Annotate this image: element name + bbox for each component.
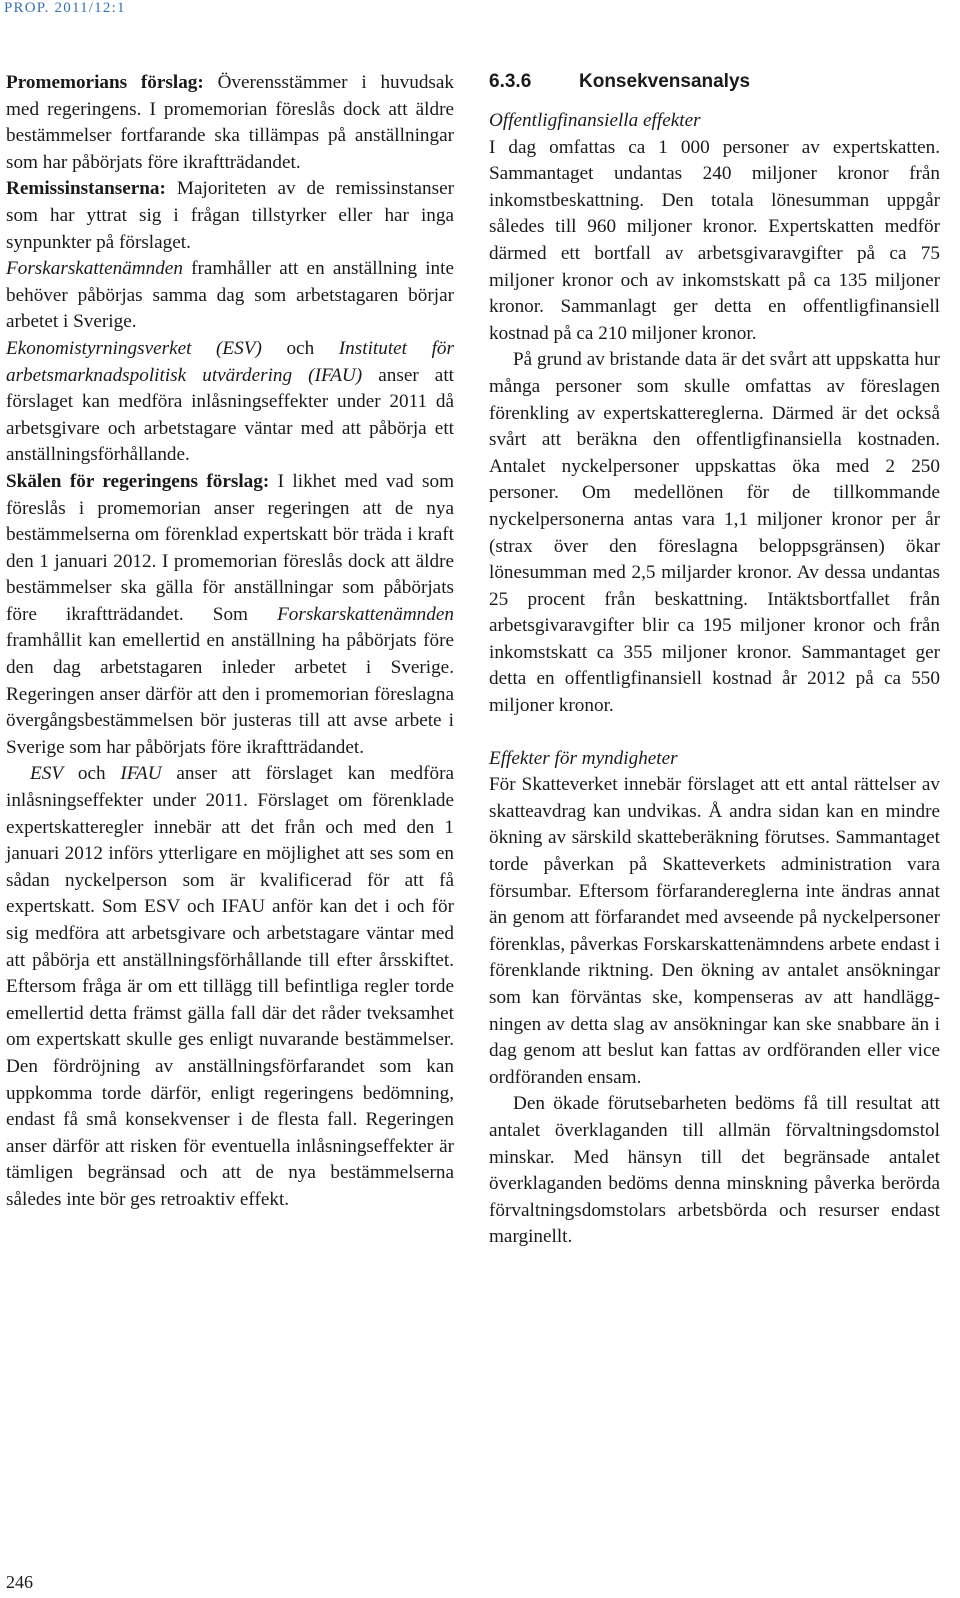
memo-proposal-paragraph [6,70,454,176]
document-reference-header: PROP. 2011/12:1 [4,0,126,16]
lock-in-effects-text: anser att förslaget kan medföra inlåsningseffekter under 2011. Förslaget om förenklade expertskatteregler innebär att det från och med den 1 januari 2012 införs ytterligare en möjlighet att ses som en sådan nyckelperson som är kvalificerad för att få expertskatt. Som ESV och IFAU anför kan det i och för sig medföra att arbetsgivare och arbetstagare väntar med att påbörja ett anställningsförhållande till efter årsskiftet. Eftersom fråga är om ett tillägg till befintliga regler torde emellertid detta främst gälla fall där det råder tveksamhet om expertskatt skulle ges enligt nuvarande bestämmelser. Den fördröjning av anställningsförfarandet som kan uppkomma torde därför, enligt regeringens bedömning, endast få små konsekvenser i de flesta fall. Regeringen anser därför att risken för eventuella inlåsningseffekter är tämligen begränsad och att de nya bestämmelserna således inte bör ges retroaktiv effekt. [6,763,454,1210]
researcher-tax-board-name-2: Forskarskattenämnden [277,603,454,625]
left-column [6,70,454,1214]
government-reasons-paragraph [6,469,454,762]
government-reasons-text-1: I likhet med vad som föreslås i promemorian anser regeringen att de nya bestämmelserna om förenklad expertskatt bör träda i kraft den 1 januari 2012. I promemorian föreslås dock att äldre bestämmelser ska gälla för anställningar som påbörjats före ikraftträdandet. Som [6,470,455,625]
authorities-paragraph-1: För Skatteverket innebär förslaget att ett antal rättelser av skatteavdrag kan undvikas. Å andra sidan kan en mindre ökning av särskild skatteberäkning förutses. Sammantaget torde påverkan på Skatteverkets administration vara försumbar. Eftersom förfarandereglerna inte ändras annat än genom att förfarandet med avseende på nyckelpersoner förenklas, påverkas Forskarskattenämndens arbete endast i förenklande riktning. Den ökning av antalet ansökningar som kan förväntas ske, kompenseras av att handläggningen av detta slag av ansökningar kan ske snabbare än i dag genom att beslut kan fattas av ordföranden eller vice ordföranden ensam. [489,774,940,1088]
section-number: 6.3.6 [489,71,532,92]
public-finance-paragraph-2: På grund av bristande data är det svårt att uppskatta hur många personer som skulle omfattas av föreslagen förenkling av expertskattereglerna. Därmed är det också svårt att beräkna den offentligfinansiella kostnaden. Antalet nyckelpersoner uppskattas öka med 2 250 personer. Om medellönen för de tillkommande nyckelpersonerna antas vara 1,1 miljoner kronor per år (strax över den föreslagna beloppsgränsen) ökar lönesumman med 2,5 miljarder kronor. Av dessa undantas 25 procent från beskattning. Intäktsbortfallet från arbetsgivaravgifter blir ca 195 miljoner kronor och från inkomstskatt ca 355 miljoner kronor. Sammantaget ger detta en offentligfinansiell kostnad år 2012 på ca 550 miljoner kronor. [489,349,940,717]
esv-ifau-text: anser att förslaget kan medföra inlåsningseffekter under 2011 då arbetsgivare och arbetstagare väntar med att påbörja ett anställningsförhållande. [6,364,454,466]
lock-in-effects-paragraph [6,761,454,1213]
government-reasons-text-2: framhållit kan emellertid en anställning ha påbörjats före den dag arbetstagaren inleder arbetet i Sverige. Regeringen anser därför att den i promemorian föreslagna övergångsbestämmelsen bör justeras till att avse arbete i Sverige som har påbörjats före ikraftträdandet. [6,630,454,758]
section-title: Konsekvensanalys [579,71,751,92]
ifau-name: Institutet för arbetsmarknadspolitisk utvärdering (IFAU) [6,337,454,386]
ifau-abbrev: IFAU [120,763,162,785]
researcher-tax-board-name: Forskarskattenämnden [6,258,183,280]
referral-bodies-text: Majoriteten av de remissinstanser som har yttrat sig i frågan tillstyrker eller har inga synpunkter på förslaget. [6,178,454,253]
authorities-subheading: Effekter för myndigheter [489,747,678,769]
conjunction-text-2: och [63,763,121,785]
authorities-paragraph-2: Den ökade förutsebarheten bedöms få till resultat att antalet överklaganden till allmän förvaltningsdomstol minskar. Med hänsyn till det begränsade antalet överklaganden bedöms denna minskning påverka berörda förvaltningsdomstolars arbetsbörda och resurser endast marginellt. [489,1093,940,1248]
memo-proposal-text: Överensstämmer i huvudsak med regeringens. I promemorian föreslås dock att äldre bestämmelser fortfarande ska tillämpas på anställningar som har påbörjats före ikraftträdandet. [6,72,454,173]
page-number: 246 [6,1572,33,1592]
conjunction-text: och [261,337,339,359]
referral-bodies-paragraph [6,176,454,256]
researcher-tax-board-paragraph [6,256,454,336]
public-finance-paragraph-1: I dag omfattas ca 1 000 personer av expertskatten. Sammantaget undantas 240 miljoner kronor från inkomstbeskattning. Den totala lönesumman uppgår således till 960 miljoner kronor. Expertskatten medför därmed ett bortfall av arbetsgivaravgifter på ca 75 miljoner kronor och av inkomstskatt på ca 135 miljoner kronor. Sammanlagt ger detta en offentligfinansiell kostnad på ca 210 miljoner kronor. [489,136,940,344]
right-column [489,70,940,1251]
esv-ifau-paragraph [6,336,454,469]
researcher-tax-board-text: framhåller att en anställning inte behöver påbörjas samma dag som arbetstagaren börjar arbetet i Sverige. [6,258,454,333]
esv-abbrev: ESV [30,763,64,785]
government-reasons-label: Skälen för regeringens förslag: [6,470,270,492]
esv-name: Ekonomistyrningsverket (ESV) [6,337,262,359]
public-finance-subheading: Offentligfinansiella effekter [489,110,701,131]
memo-proposal-label: Promemorians förslag: [6,72,204,93]
referral-bodies-label: Remissinstanserna: [6,178,166,200]
section-heading [489,70,940,94]
